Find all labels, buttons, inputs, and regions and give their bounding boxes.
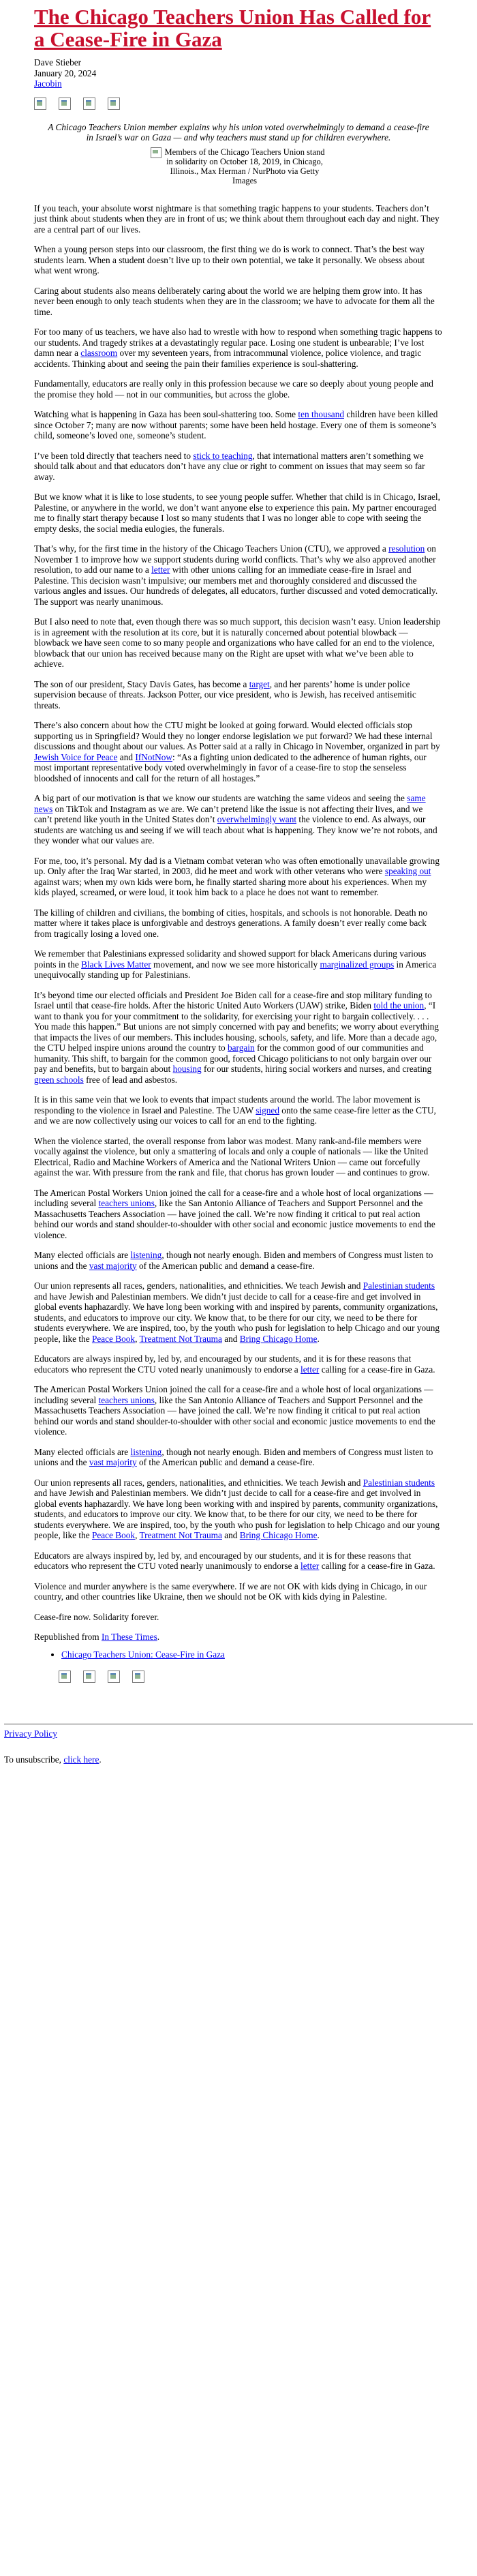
article-figure xyxy=(34,147,443,185)
inline-link[interactable]: told the union xyxy=(373,1000,425,1010)
email-footer xyxy=(0,1724,477,1765)
inline-link[interactable]: vast majority xyxy=(89,1260,137,1271)
paragraph: The son of our president, Stacy Davis Gates, has become a target, and her parents’ home is under police supervision because of threats. Jackson Potter, our vice president, who is Jewish, has received antisemitic threats. xyxy=(34,678,416,710)
inline-link[interactable]: listening xyxy=(130,1446,162,1457)
publication-link[interactable]: Jacobin xyxy=(34,78,62,89)
inline-link[interactable]: ten thousand xyxy=(298,409,344,419)
inline-link[interactable]: IfNotNow xyxy=(135,751,172,762)
paragraph: A big part of our motivation is that we know our students are watching the same videos and seeing the same news on TikTok and Instagram as we are. We can’t pretend like the issue is not affecting their lives, and we can’t pretend like youth in the United States don’t overwhelmingly want the violence to end. As always, our students are watching us and seeing if we will teach about what is happening. They know we’re not robots, and they wonder what our values are. xyxy=(34,793,437,845)
inline-link[interactable]: marginalized groups xyxy=(320,959,395,970)
email-icon[interactable] xyxy=(83,98,95,110)
inline-link[interactable]: vast majority xyxy=(89,1457,137,1467)
inline-link[interactable]: overwhelmingly want xyxy=(217,814,297,824)
inline-link[interactable]: bargain xyxy=(227,1043,255,1053)
share-bar-bottom xyxy=(59,1671,443,1683)
paragraph: It’s beyond time our elected officials and President Joe Biden call for a cease-fire and stop military funding to Israel until that cease-fire holds. After the historic United Auto Workers (UAW) strike, Biden told the union, “I want to thank you for your commitment to the solidarity, for exercising your right to bargain collectively. . . . You made this happen.” But unions are not simply concerned with pay and benefits; we worry about everything that impacts the lives of our members. This includes housing, schools, safety, and life. More than a decade ago, the CTU helped inspire unions around the country to bargain for the common good of our communities and humanity. This shift, to bargain for the common good, forced Chicago politicians to not only bargain over our pay and benefits, but to bargain about housing for our students, hiring social workers and nurses, and creating green schools free of lead and asbestos. xyxy=(34,989,439,1085)
paragraph: But we know what it is like to lose students, to see young people suffer. Whether that child is in Chicago, Israel, Palestine, or anywhere in the world, we don’t want anyone else to experience this pain. My partner encouraged me to finally start therapy because I lost so many students that I was no longer able to cope with seeing the empty desks, the social media eulogies, the funerals. xyxy=(34,492,440,534)
paragraph: We remember that Palestinians expressed solidarity and showed support for black Americans during various points in the Black Lives Matter movement, and now we see more historically marginalized groups in America unequivocally standing up for Palestinians. xyxy=(34,948,437,980)
inline-link[interactable]: Jewish Voice for Peace xyxy=(34,751,118,762)
article-title xyxy=(34,5,443,50)
republished-note: Republished from In These Times. xyxy=(34,1632,160,1642)
related-link[interactable]: Chicago Teachers Union: Cease-Fire in Gaza xyxy=(61,1649,225,1660)
inline-link[interactable]: Peace Book xyxy=(91,1333,136,1344)
article-dek: A Chicago Teachers Union member explains why his union voted overwhelmingly to demand a cease-fire in Israel’s war on Gaza — and why teachers must stand up for children everywhere. xyxy=(48,121,429,143)
paragraph: Caring about students also means deliberately caring about the world we are helping them grow into. It has never been enough to only teach students when they are in the classroom; we have to advocate for them all the time. xyxy=(34,285,435,317)
inline-link[interactable]: green schools xyxy=(34,1074,84,1085)
paragraph-repeat: Our union represents all races, genders, nationalities, and ethnicities. We teach Jewish and Palestinian students and have Jewish and Palestinian members. We didn’t just decide to call for a cease-fire and get involved in global events haphazardly. We have long been working with and inspired by parents, community organizations, students, and educators to improve our city. We know that, to be there for our city, we need to be there for students everywhere. We are inspired, too, by the youth who push for legislation to help Chicago and our young people, like the Peace Book, Treatment Not Trauma and Bring Chicago Home. xyxy=(34,1477,440,1540)
article-title-link[interactable]: The Chicago Teachers Union Has Called for a Cease-Fire in Gaza xyxy=(34,5,431,51)
paragraph: For too many of us teachers, we have also had to wrestle with how to respond when something tragic happens to our students. And tragedy strikes at a devastatingly regular pace. Losing one student is unbearable; I’ve lost damn near a classroom over my seventeen years, from intracommunal violence, police violence, and tragic accidents. Thinking about and seeing the pain their families experience is soul-shattering. xyxy=(34,327,442,369)
paragraph: Our union represents all races, genders, nationalities, and ethnicities. We teach Jewish and Palestinian students and have Jewish and Palestinian members. We didn’t just decide to call for a cease-fire and get involved in global events haphazardly. We have long been working with and inspired by parents, community organizations, students, and educators to improve our city. We know that, to be there for our city, we need to be there for students everywhere. We are inspired, too, by the youth who push for legislation to help Chicago and our young people, like the Peace Book, Treatment Not Trauma and Bring Chicago Home. xyxy=(34,1280,440,1344)
share-bar xyxy=(34,98,443,110)
share-icon[interactable] xyxy=(132,1671,144,1683)
inline-link[interactable]: letter xyxy=(151,565,170,575)
publish-date: January 20, 2024 xyxy=(34,68,97,78)
paragraph: The killing of children and civilians, the bombing of cities, hospitals, and schools is not honorable. Death no matter where it takes place is unforgivable and destroys generations. A family doesn’t ever really come back from tragically losing a loved one. xyxy=(34,907,428,939)
inline-link[interactable]: Palestinian students xyxy=(363,1477,435,1488)
paragraph: Many elected officials are listening, though not nearly enough. Biden and members of Congress must listen to unions and the vast majority of the American public and demand a cease-fire. xyxy=(34,1250,433,1271)
inline-link[interactable]: Bring Chicago Home xyxy=(239,1530,318,1540)
republished-link[interactable]: In These Times xyxy=(101,1632,157,1642)
list-item xyxy=(61,1649,443,1660)
inline-link[interactable]: Treatment Not Trauma xyxy=(139,1333,222,1344)
paragraph: When a young person steps into our classroom, the first thing we do is work to connect. That’s the best way students learn. When a student doesn’t live up to their own potential, we take it personally. We obsess about what went wrong. xyxy=(34,244,425,275)
inline-link[interactable]: Bring Chicago Home xyxy=(239,1333,318,1344)
paragraph-repeat: The American Postal Workers Union joined the call for a cease-fire and a whole host of local organizations — including several teachers unions, like the San Antonio Alliance of Teachers and Support Personnel and the Massachusetts Teachers Association — have joined the call. We’re now finding it critical to put real action behind our words and stand shoulder-to-shoulder with other social and economic justice movements to end the violence. xyxy=(34,1384,435,1437)
paragraph: If you teach, your absolute worst nightmare is that something tragic happens to your students. Teachers don’t just think about students when they are in front of us; we think about them throughout each day and night. They are a central part of our lives. xyxy=(34,203,440,235)
paragraph: For me, too, it’s personal. My dad is a Vietnam combat veteran who was often emotionally unavailable growing up. Only after the Iraq War started, in 2003, did he meet and work with other veterans who were speaking out against wars; when my own kids were born, he finally started sharing more about his experiences. When my kids played, screamed, or were loud, it took him back to a place he does not want to remember. xyxy=(34,855,440,897)
paragraph: Educators are always inspired by, led by, and encouraged by our students, and it is for these reasons that educators who represent the CTU voted nearly unanimously to endorse a letter calling for a cease-fire in Gaza. xyxy=(34,1353,435,1375)
facebook-icon[interactable] xyxy=(34,98,46,110)
facebook-icon[interactable] xyxy=(59,1671,71,1683)
twitter-icon[interactable] xyxy=(83,1671,95,1683)
inline-link[interactable]: teachers unions xyxy=(98,1394,155,1405)
inline-link[interactable]: Peace Book xyxy=(91,1530,136,1540)
inline-link[interactable]: teachers unions xyxy=(98,1198,155,1208)
inline-link[interactable]: housing xyxy=(172,1064,202,1074)
inline-link[interactable]: listening xyxy=(130,1250,162,1260)
inline-link[interactable]: target xyxy=(249,678,270,689)
privacy-policy-link[interactable]: Privacy Policy xyxy=(4,1728,57,1739)
author: Dave Stieber xyxy=(34,57,82,68)
inline-link[interactable]: letter xyxy=(301,1561,320,1571)
share-icon[interactable] xyxy=(108,98,120,110)
paragraph-repeat: Many elected officials are listening, though not nearly enough. Biden and members of Congress must listen to unions and the vast majority of the American public and demand a cease-fire. xyxy=(34,1446,433,1467)
inline-link[interactable]: resolution xyxy=(388,543,425,554)
inline-link[interactable]: same news xyxy=(34,793,426,814)
email-icon[interactable] xyxy=(108,1671,120,1683)
paragraph: Violence and murder anywhere is the same everywhere. If we are not OK with kids dying in Chicago, in our country, and other countries like Ukraine, then we should not be OK with kids dying in Palestine. xyxy=(34,1581,427,1602)
inline-link[interactable]: letter xyxy=(301,1364,320,1375)
paragraph: When the violence started, the overall response from labor was modest. Many rank-and-file members were vocally against the violence, but only a smattering of locals and only a couple of nationals — like the United Electrical, Radio and Machine Workers of America and the National Writers Union — came out forcefully against the war. With pressure from the rank and file, that chorus has grown louder — and continues to grow. xyxy=(34,1135,430,1178)
image-placeholder-icon xyxy=(151,147,161,158)
closing-line: Cease-fire now. Solidarity forever. xyxy=(34,1611,159,1622)
paragraph: That’s why, for the first time in the history of the Chicago Teachers Union (CTU), we approved a resolution on November 1 to improve how we support students during world conflicts. That’s why we also approved another resolution, to add our name to a letter with other unions calling for an immediate cease-fire in Israel and Palestine. This decision wasn’t impulsive; our members met and thoroughly considered and discussed the various angles and issues. Our hundreds of delegates, all educators, further discussed and voted democratically. The support was nearly unanimous. xyxy=(34,543,438,607)
inline-link[interactable]: classroom xyxy=(80,348,118,358)
unsubscribe-link[interactable]: click here xyxy=(63,1754,99,1765)
paragraph: The American Postal Workers Union joined the call for a cease-fire and a whole host of local organizations — including several teachers unions, like the San Antonio Alliance of Teachers and Support Personnel and the Massachusetts Teachers Association — have joined the call. We’re now finding it critical to put real action behind our words and stand shoulder-to-shoulder with other social and economic justice movements to end the violence. xyxy=(34,1187,435,1240)
inline-link[interactable]: Palestinian students xyxy=(363,1280,435,1291)
paragraph-repeat: Educators are always inspired by, led by, and encouraged by our students, and it is for these reasons that educators who represent the CTU voted nearly unanimously to endorse a letter calling for a cease-fire in Gaza. xyxy=(34,1550,435,1571)
paragraph: I’ve been told directly that teachers need to stick to teaching, that international matters aren’t something we should talk about and that educators don’t have any clue or right to comment on issues that may seem so far away. xyxy=(34,450,425,482)
related-list xyxy=(34,1649,443,1660)
inline-link[interactable]: speaking out xyxy=(384,866,431,876)
unsubscribe-line: To unsubscribe, click here. xyxy=(4,1754,102,1765)
twitter-icon[interactable] xyxy=(59,98,71,110)
paragraph: There’s also concern about how the CTU might be looked at going forward. Would elected officials stop supporting us in Springfield? Would they no longer endorse legislation we put forward? We had these internal discussions and thought about our values. As Potter said at a rally in Chicago in November, organized in part by Jewish Voice for Peace and IfNotNow: “As a fighting union dedicated to the adherence of human rights, our most important representative body voted overwhelmingly in favor of a cease-fire to stop the senseless bloodshed of innocents and call for the return of all hostages.” xyxy=(34,720,440,783)
image-caption: Members of the Chicago Teachers Union stand in solidarity on October 18, 2019, in Chicago, Illinois., Max Herman / NurPhoto via Getty Images xyxy=(164,147,325,185)
inline-link[interactable]: stick to teaching xyxy=(193,450,253,461)
inline-link[interactable]: Treatment Not Trauma xyxy=(139,1530,222,1540)
email-body xyxy=(34,0,443,1683)
inline-link[interactable]: signed xyxy=(256,1105,279,1115)
inline-link[interactable]: Black Lives Matter xyxy=(81,959,151,970)
paragraph: It is in this same vein that we look to events that impact students around the world. The labor movement is responding to the violence in Israel and Palestine. The UAW signed onto the same cease-fire letter as the CTU, and we are now collectively using our voices to call for an end to the fighting. xyxy=(34,1094,436,1126)
paragraph: But I also need to note that, even though there was so much support, this decision wasn’t easy. Union leadership is in agreement with the resolution at its core, but it is naturally concerned about potential blowback — blowback we have seen come to so many people and organizations who have called for an end to the violence, blowback that our union has received because many on the Right are upset with what we’ve been able to achieve. xyxy=(34,616,441,669)
paragraph: Fundamentally, educators are really only in this profession because we care so deeply about young people and the promise they hold — not in our communities, but across the globe. xyxy=(34,378,433,400)
article-meta xyxy=(34,57,443,89)
paragraph: Watching what is happening in Gaza has been soul-shattering too. Some ten thousand children have been killed since October 7; many are now without parents; some have been held hostage. Every one of them is someone’s child, someone’s loved one, someone’s student. xyxy=(34,409,438,440)
